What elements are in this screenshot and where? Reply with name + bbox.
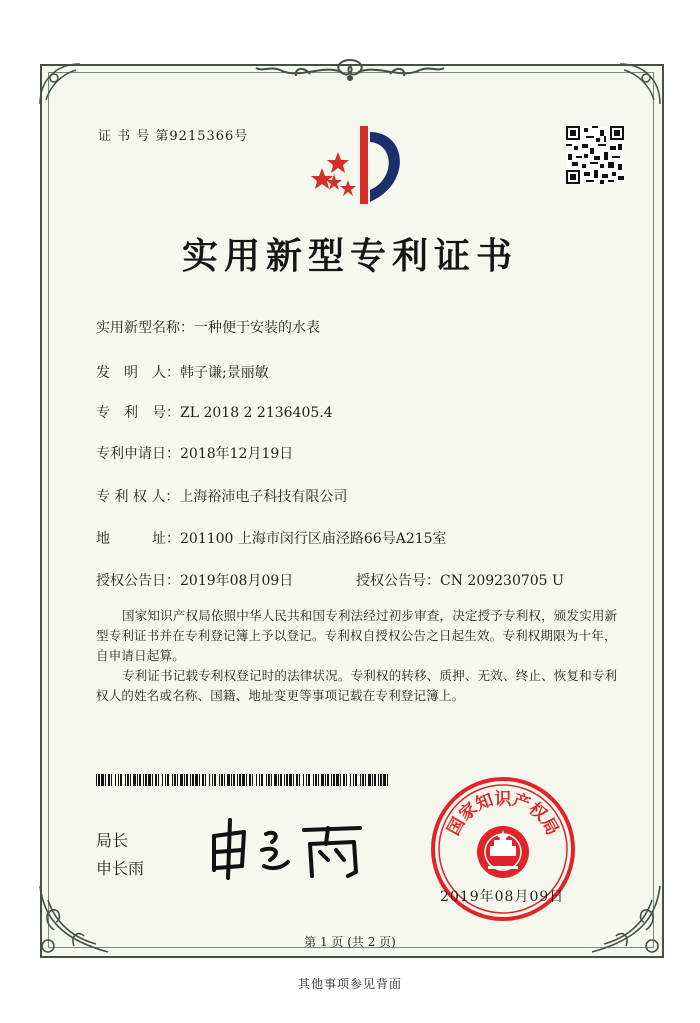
barcode: [96, 774, 388, 786]
utility-model-name-label: 实用新型名称：: [96, 320, 194, 336]
patentee-value: 上海裕沛电子科技有限公司: [179, 489, 348, 505]
address-label: 地 址：: [96, 531, 180, 547]
address-field: [96, 528, 447, 548]
officer-name: 申长雨: [96, 859, 145, 878]
filing-date-value: 2018年12月19日: [180, 446, 294, 462]
certificate-number: 证 书 号 第9215366号: [98, 129, 249, 144]
seal-date: 2019年08月09日: [440, 889, 565, 905]
page-number: 第 1 页 (共 2 页): [304, 935, 396, 949]
inventor-field: [96, 362, 269, 382]
grant-date-value: 2019年08月09日: [180, 573, 294, 589]
patent-number-value: ZL 2018 2 2136405.4: [180, 405, 333, 421]
inventor-label: 发 明 人：: [96, 365, 180, 381]
grant-number-label: 授权公告号：: [356, 573, 440, 589]
patent-number-field: [96, 402, 333, 422]
inventor-value: 韩子谦;景丽敏: [180, 365, 269, 381]
utility-model-name-field: [96, 317, 320, 337]
patentee-label: 专 利 权 人：: [96, 489, 180, 505]
grant-number-value: CN 209230705 U: [440, 573, 564, 589]
filing-date-label: 专利申请日：: [96, 446, 180, 462]
see-reverse-note: 其他事项参见背面: [297, 977, 402, 991]
grant-date-label: 授权公告日：: [96, 573, 180, 589]
corner-ornament-top-right: [614, 60, 664, 110]
corner-ornament-top-left: [36, 60, 86, 110]
legal-status-paragraph: 专利证书记载专利权登记时的法律状况。专利权的转移、质押、无效、终止、恢复和专利权人的姓名或名称、国籍、地址变更等事项记载在专利登记簿上。: [96, 668, 618, 703]
utility-model-name-value: 一种便于安装的水表: [194, 320, 320, 336]
signature: [200, 814, 370, 884]
grant-statement-paragraph: 国家知识产权局依照中华人民共和国专利法经过初步审查，决定授予专利权，颁发实用新型专利证书并在专利登记簿上予以登记。专利权自授权公告之日起生效。专利权期限为十年，自申请日起算。: [96, 608, 618, 663]
top-ornament: [250, 56, 450, 86]
patent-number-label: 专 利 号：: [96, 405, 180, 421]
grant-number-field: [356, 570, 564, 590]
grant-date-field: [96, 570, 293, 590]
patentee-field: [96, 486, 347, 506]
officer-title: 局长: [96, 831, 129, 850]
address-value: 201100 上海市闵行区庙泾路66号A215室: [180, 531, 447, 547]
patent-emblem-icon: [308, 120, 412, 206]
filing-date-field: [96, 443, 293, 463]
qr-code-icon: [566, 126, 624, 184]
seal-text: 国家知识产权局: [443, 789, 563, 839]
certificate-title: 实用新型专利证书: [181, 235, 518, 277]
